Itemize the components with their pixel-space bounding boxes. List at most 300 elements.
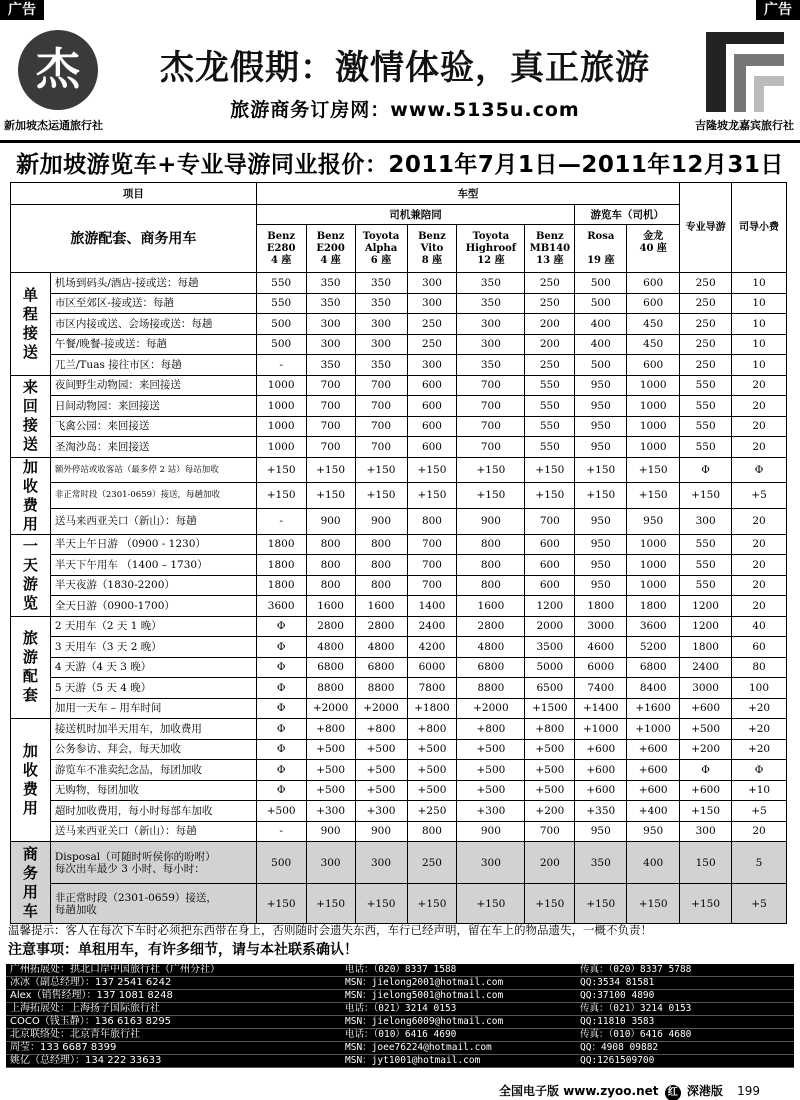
price-cell: 5200 (627, 637, 680, 658)
price-cell: 4800 (355, 637, 407, 658)
price-cell: 300 (457, 314, 525, 335)
price-cell: 350 (355, 273, 407, 294)
price-cell: Φ (680, 760, 732, 781)
price-cell: +150 (407, 884, 457, 924)
price-cell: 20 (732, 555, 787, 576)
price-cell: +400 (627, 801, 680, 822)
price-cell: Φ (256, 678, 306, 699)
price-cell: 700 (457, 396, 525, 417)
header-vehicle-type: 车型 (256, 183, 679, 205)
price-cell: +150 (306, 483, 355, 509)
price-cell: 700 (407, 575, 457, 596)
row-description: 日间动物园：来回接送 (50, 396, 256, 417)
price-table (10, 182, 787, 924)
price-cell: 6500 (525, 678, 575, 699)
vehicle-header-line: Benz (535, 230, 564, 242)
price-cell: 7800 (407, 678, 457, 699)
price-cell: 2800 (306, 616, 355, 637)
price-cell: 1800 (256, 534, 306, 555)
price-cell: +150 (407, 483, 457, 509)
price-cell: +150 (575, 884, 627, 924)
price-cell: 550 (256, 273, 306, 294)
price-cell: 700 (407, 534, 457, 555)
category-cell (11, 457, 51, 534)
price-cell: 900 (306, 508, 355, 534)
price-cell: 700 (407, 555, 457, 576)
vehicle-header (575, 225, 627, 273)
price-cell: 10 (732, 355, 787, 376)
price-cell: 500 (256, 334, 306, 355)
price-cell: 1800 (627, 596, 680, 617)
price-cell: +500 (355, 739, 407, 760)
price-cell: 700 (306, 396, 355, 417)
price-cell: +600 (575, 760, 627, 781)
price-cell: +800 (355, 719, 407, 740)
price-cell: 800 (306, 555, 355, 576)
business-row (11, 842, 787, 884)
price-cell: 40 (732, 616, 787, 637)
footer-edition: 全国电子版 www.zyoo.net (499, 1084, 659, 1098)
price-cell: +2000 (457, 698, 525, 719)
table-row (11, 719, 787, 740)
vehicle-header-line: Highroof (465, 242, 517, 254)
price-cell: 300 (306, 314, 355, 335)
table-row (11, 780, 787, 801)
vehicle-header-line: 13 座 (536, 254, 564, 266)
price-cell: 500 (575, 273, 627, 294)
price-cell: 400 (575, 314, 627, 335)
price-cell: 2400 (407, 616, 457, 637)
price-cell: 300 (680, 508, 732, 534)
price-cell: 800 (306, 575, 355, 596)
price-cell: 5000 (525, 657, 575, 678)
price-cell: 250 (680, 273, 732, 294)
contact-row (6, 1029, 794, 1042)
vehicle-header (306, 225, 355, 273)
row-description: 飞禽公园：来回接送 (50, 416, 256, 437)
price-cell: 550 (525, 437, 575, 458)
vehicle-header-line: 8 座 (421, 254, 443, 266)
price-cell: 1000 (627, 437, 680, 458)
price-cell: 900 (355, 821, 407, 842)
price-cell: 250 (525, 355, 575, 376)
price-cell: 550 (256, 293, 306, 314)
page-footer (499, 1082, 760, 1100)
price-cell: +500 (407, 780, 457, 801)
price-cell: 300 (457, 842, 525, 884)
price-cell: 8800 (457, 678, 525, 699)
price-cell: 3600 (627, 616, 680, 637)
price-cell: 700 (525, 508, 575, 534)
price-cell: +1400 (575, 698, 627, 719)
price-cell: 250 (680, 334, 732, 355)
vehicle-header (256, 225, 306, 273)
ad-header (0, 0, 800, 140)
price-cell: +250 (407, 801, 457, 822)
price-cell: 550 (525, 396, 575, 417)
price-cell: 200 (525, 334, 575, 355)
contact-cell: QQ:11810 3583 (576, 1016, 794, 1029)
price-cell: 550 (525, 375, 575, 396)
price-cell: 2800 (457, 616, 525, 637)
price-cell: +600 (680, 698, 732, 719)
category-cell (11, 719, 51, 842)
price-cell: +150 (525, 884, 575, 924)
price-cell: 8800 (306, 678, 355, 699)
price-cell: 350 (355, 293, 407, 314)
price-cell: +500 (457, 760, 525, 781)
price-cell: +800 (525, 719, 575, 740)
price-cell: 350 (355, 355, 407, 376)
price-cell: +500 (457, 739, 525, 760)
row-description: 半天下午用车 （1400 – 1730） (50, 555, 256, 576)
price-cell: 6000 (575, 657, 627, 678)
row-description-line: 非正常时段（2301-0659）接送， (54, 891, 217, 904)
price-cell: 950 (575, 416, 627, 437)
vehicle-header (355, 225, 407, 273)
row-description: 加用一天车 – 用车时间 (50, 698, 256, 719)
row-description: 接送机时加半天用车，加收费用 (50, 719, 256, 740)
price-cell: 950 (575, 437, 627, 458)
price-cell: 350 (306, 293, 355, 314)
price-cell: +500 (407, 760, 457, 781)
contact-table (6, 964, 794, 1068)
price-cell: 800 (457, 555, 525, 576)
price-cell: +600 (680, 780, 732, 801)
price-cell: 4800 (457, 637, 525, 658)
table-row (11, 293, 787, 314)
vehicle-header-line: 金龙 (643, 230, 664, 242)
price-cell: 2800 (355, 616, 407, 637)
price-cell: 20 (732, 821, 787, 842)
price-cell: 900 (457, 508, 525, 534)
row-description-line: 每趟加收 (54, 903, 97, 916)
category-label: 加收费用 (22, 457, 38, 533)
price-cell: +500 (306, 780, 355, 801)
price-cell: +150 (680, 483, 732, 509)
price-cell: 1000 (627, 575, 680, 596)
price-cell: +150 (627, 483, 680, 509)
price-cell: 700 (457, 437, 525, 458)
price-cell: +5 (732, 884, 787, 924)
row-description: 全天日游（0900-1700） (50, 596, 256, 617)
row-description: 半天上午日游 （0900 - 1230） (50, 534, 256, 555)
price-cell: 900 (355, 508, 407, 534)
price-cell: 20 (732, 575, 787, 596)
price-cell: 700 (355, 375, 407, 396)
contact-cell: MSN：jielong5001@hotmail.com (341, 990, 576, 1003)
category-label: 来回接送 (22, 378, 38, 453)
table-row (11, 739, 787, 760)
row-description: 送马来西亚关口（新山）：每趟 (50, 508, 256, 534)
price-cell: 1200 (680, 616, 732, 637)
contact-cell: 电话：（021）3214 0153 (341, 1003, 576, 1016)
price-cell: +600 (627, 739, 680, 760)
price-cell: 350 (457, 293, 525, 314)
price-cell: 800 (355, 534, 407, 555)
price-cell: 700 (355, 396, 407, 417)
price-cell: 300 (680, 821, 732, 842)
price-cell: 350 (306, 355, 355, 376)
header-item: 项目 (11, 183, 257, 205)
header-with-driver: 司机兼陪同 (256, 205, 575, 225)
table-row (11, 534, 787, 555)
table-row (11, 555, 787, 576)
price-cell: 1000 (627, 416, 680, 437)
price-cell: 300 (457, 334, 525, 355)
price-cell: 600 (407, 437, 457, 458)
contact-cell: Alex（销售经理）：137 1081 8248 (6, 990, 341, 1003)
price-cell: 4600 (575, 637, 627, 658)
price-cell: +150 (575, 457, 627, 483)
price-cell: 800 (355, 575, 407, 596)
vehicle-header-line: Toyota (472, 230, 510, 242)
price-cell: 250 (525, 273, 575, 294)
table-row (11, 637, 787, 658)
price-cell: Φ (256, 637, 306, 658)
price-cell: +150 (407, 457, 457, 483)
row-description: 夜间野生动物园：来回接送 (50, 375, 256, 396)
contact-cell: QQ：4908 09882 (576, 1042, 794, 1055)
header-guide: 专业导游 (680, 183, 732, 273)
price-cell: 600 (525, 534, 575, 555)
contact-cell: 冰冰（副总经理）：137 2541 6242 (6, 977, 341, 990)
price-cell: +500 (355, 780, 407, 801)
price-cell: 300 (407, 293, 457, 314)
price-cell: 600 (627, 355, 680, 376)
price-cell: 700 (355, 416, 407, 437)
price-cell: +150 (256, 483, 306, 509)
price-cell: 8800 (355, 678, 407, 699)
row-description: 5 天游（5 天 4 晚） (50, 678, 256, 699)
price-cell: 550 (680, 534, 732, 555)
contact-row (6, 1003, 794, 1016)
price-cell: 350 (306, 273, 355, 294)
vehicle-header-line: 4 座 (270, 254, 292, 266)
price-cell: +150 (525, 483, 575, 509)
price-cell: +150 (627, 457, 680, 483)
price-cell: +1000 (627, 719, 680, 740)
row-description-line: Disposal（可随时听侯你的吩咐） (54, 850, 216, 863)
headline: 杰龙假期：激情体验，真正旅游 (160, 48, 650, 88)
price-cell: 500 (256, 842, 306, 884)
price-cell: +500 (457, 780, 525, 801)
row-description: 机场到码头/酒店-接或送：每趟 (50, 273, 256, 294)
table-row (11, 508, 787, 534)
price-cell: 6800 (457, 657, 525, 678)
footer-badge: 红 (665, 1085, 681, 1100)
contact-cell: 姚亿（总经理）：134 222 33633 (6, 1055, 341, 1068)
price-cell: +20 (732, 698, 787, 719)
row-description: 无购物，每团加收 (50, 780, 256, 801)
agency-name-right: 吉隆坡龙嘉宾旅行社 (695, 119, 794, 132)
price-cell: 1000 (256, 396, 306, 417)
price-cell: Φ (256, 739, 306, 760)
vehicle-header-line: Vito (420, 242, 444, 254)
price-cell: +800 (306, 719, 355, 740)
price-cell: +150 (256, 457, 306, 483)
header-section: 旅游配套、商务用车 (11, 205, 257, 273)
vehicle-header-line: Benz (418, 230, 446, 242)
price-cell: +150 (575, 483, 627, 509)
table-row (11, 375, 787, 396)
price-cell: 1200 (525, 596, 575, 617)
contact-cell: MSN：jielong6009@hotmail.com (341, 1016, 576, 1029)
vehicle-header (627, 225, 680, 273)
price-cell: 300 (407, 273, 457, 294)
price-cell: 8400 (627, 678, 680, 699)
contact-cell: QQ:37100 4890 (576, 990, 794, 1003)
vehicle-header-line (628, 255, 678, 267)
price-cell: 3500 (525, 637, 575, 658)
table-row (11, 698, 787, 719)
price-cell: 10 (732, 334, 787, 355)
price-cell: 1800 (256, 555, 306, 576)
price-cell: +5 (732, 483, 787, 509)
price-cell: 950 (575, 555, 627, 576)
table-row (11, 314, 787, 335)
vehicle-header-line: Benz (316, 230, 345, 242)
table-row (11, 801, 787, 822)
price-cell: +500 (306, 739, 355, 760)
header-tip: 司导小费 (732, 183, 787, 273)
price-cell: +2000 (355, 698, 407, 719)
price-cell: 10 (732, 273, 787, 294)
vehicle-header-line: 4 座 (320, 254, 341, 266)
price-cell: 350 (575, 842, 627, 884)
price-cell: +500 (355, 760, 407, 781)
vehicle-header-line: Rosa (587, 230, 615, 242)
price-cell: +500 (525, 760, 575, 781)
table-row (11, 575, 787, 596)
contact-cell: 北京联络处：北京青年旅行社 (6, 1029, 341, 1042)
price-cell: 4200 (407, 637, 457, 658)
table-row (11, 355, 787, 376)
price-cell: 6000 (407, 657, 457, 678)
price-cell: 3600 (256, 596, 306, 617)
price-cell: +600 (627, 780, 680, 801)
vehicle-header-line: 19 座 (587, 254, 615, 266)
price-cell: +5 (732, 801, 787, 822)
price-cell: 6800 (627, 657, 680, 678)
price-cell: 200 (525, 314, 575, 335)
price-cell: 800 (457, 534, 525, 555)
price-cell: +800 (457, 719, 525, 740)
price-cell: +1600 (627, 698, 680, 719)
price-cell: 1000 (627, 555, 680, 576)
price-cell: 80 (732, 657, 787, 678)
price-cell: 5 (732, 842, 787, 884)
vehicle-header-line: 12 座 (477, 254, 505, 266)
price-cell: 20 (732, 437, 787, 458)
price-cell: - (256, 508, 306, 534)
price-cell: +300 (306, 801, 355, 822)
row-description: 半天夜游（1830-2200） (50, 575, 256, 596)
price-cell: 60 (732, 637, 787, 658)
price-cell: 250 (525, 293, 575, 314)
price-cell: 3000 (680, 678, 732, 699)
price-cell: 250 (680, 293, 732, 314)
price-cell: 800 (407, 508, 457, 534)
category-label: 商务用车 (22, 844, 38, 920)
price-cell: +150 (680, 801, 732, 822)
price-cell: 700 (306, 375, 355, 396)
category-cell (11, 375, 51, 457)
price-cell: 550 (680, 575, 732, 596)
price-cell: 20 (732, 534, 787, 555)
price-cell: 600 (407, 416, 457, 437)
price-cell: 6800 (306, 657, 355, 678)
contact-cell: 传真：（021）3214 0153 (576, 1003, 794, 1016)
price-cell: 20 (732, 416, 787, 437)
price-cell: +150 (457, 457, 525, 483)
price-cell: +10 (732, 780, 787, 801)
contact-cell: QQ:3534 81581 (576, 977, 794, 990)
price-cell: 800 (457, 575, 525, 596)
price-cell: 3000 (575, 616, 627, 637)
vehicle-header (457, 225, 525, 273)
price-cell: 600 (407, 396, 457, 417)
price-cell: Φ (256, 780, 306, 801)
price-cell: +150 (256, 884, 306, 924)
price-cell: 800 (355, 555, 407, 576)
contact-cell: 周莹：133 6687 8399 (6, 1042, 341, 1055)
price-cell: 20 (732, 375, 787, 396)
row-description: 额外停站或收客站（最多停 2 站）每站加收 (50, 457, 256, 483)
price-cell: 700 (457, 375, 525, 396)
row-description: 市区至郊区-接或送：每趟 (50, 293, 256, 314)
price-cell: 950 (575, 821, 627, 842)
footer-region: 深港版 (686, 1084, 723, 1098)
category-label: 旅游配套 (22, 629, 38, 705)
row-description (50, 842, 256, 884)
price-cell: 300 (306, 334, 355, 355)
vehicle-header (525, 225, 575, 273)
contact-row (6, 1055, 794, 1068)
price-cell: 1600 (457, 596, 525, 617)
price-cell: 20 (732, 396, 787, 417)
price-cell: +500 (407, 739, 457, 760)
row-description-line: 每次出车最少 3 小时、每小时： (54, 862, 205, 875)
price-cell: +1500 (525, 698, 575, 719)
price-cell: 150 (680, 842, 732, 884)
row-description (50, 884, 256, 924)
table-row (11, 483, 787, 509)
price-cell: 400 (575, 334, 627, 355)
price-cell: 1000 (627, 396, 680, 417)
price-cell: 600 (627, 273, 680, 294)
price-cell: 600 (525, 555, 575, 576)
price-cell: +150 (457, 884, 525, 924)
price-cell: 450 (627, 314, 680, 335)
price-cell: +1000 (575, 719, 627, 740)
price-cell: 1000 (256, 375, 306, 396)
contact-row (6, 1042, 794, 1055)
website-line: 旅游商务订房网：www.5135u.com (230, 99, 580, 121)
price-cell: 900 (457, 821, 525, 842)
price-cell: 1000 (256, 437, 306, 458)
price-cell: 700 (457, 416, 525, 437)
price-cell: +2000 (306, 698, 355, 719)
price-cell: +150 (306, 457, 355, 483)
category-cell (11, 534, 51, 616)
price-cell: Φ (732, 457, 787, 483)
price-cell: 950 (575, 375, 627, 396)
category-label: 加收费用 (22, 742, 38, 817)
price-cell: 550 (680, 555, 732, 576)
row-description: 兀兰/Tuas 接往市区：每趟 (50, 355, 256, 376)
price-cell: +800 (407, 719, 457, 740)
